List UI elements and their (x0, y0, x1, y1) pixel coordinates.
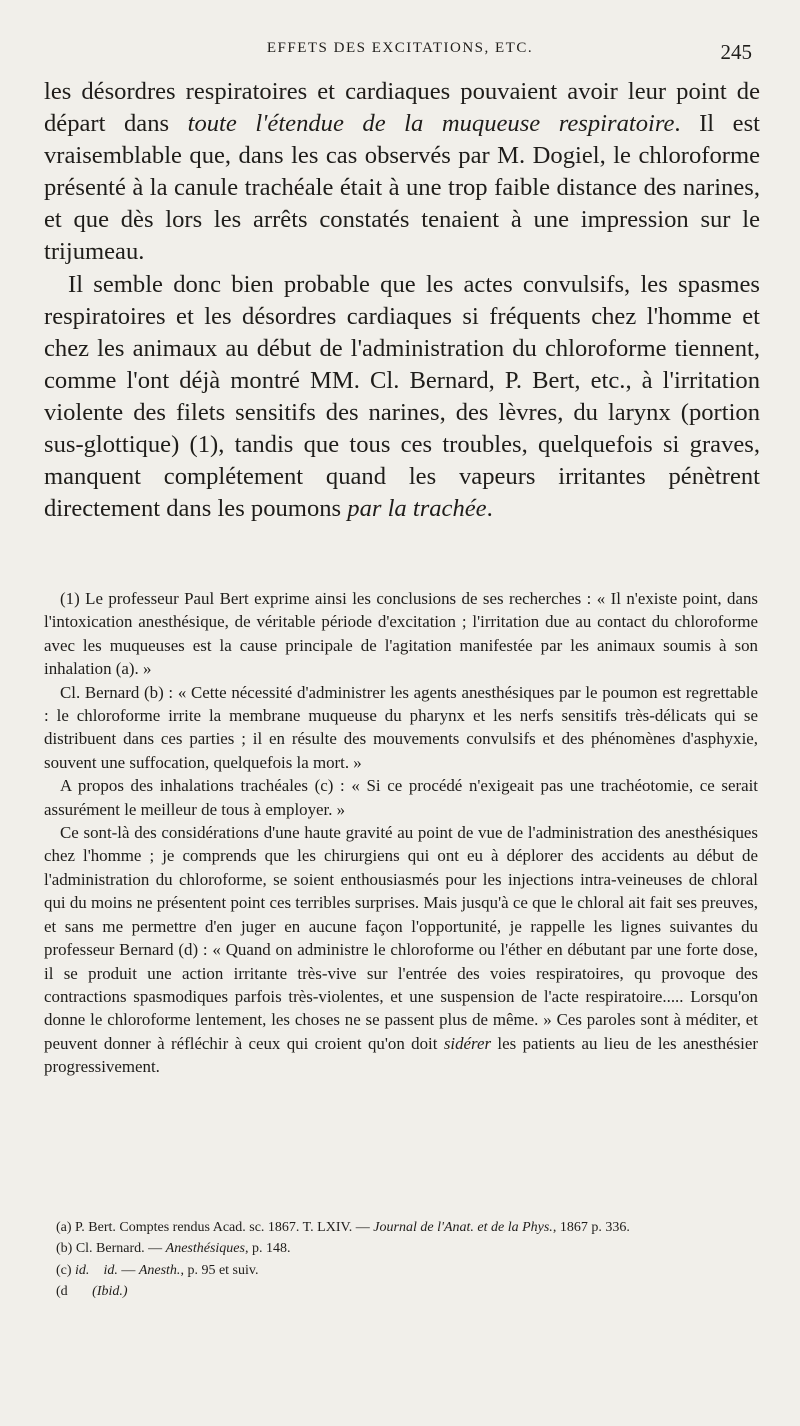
reference-c (56, 1260, 758, 1281)
footnote-1: (1) Le professeur Paul Bert exprime ainsi les conclusions de ses recherches : « Il n'existe point, dans l'intoxication anesthésique, de véritable période d'excitation ; l'irritation due au contact du chloroforme avec les muqueuses est la cause principale de l'agitation manifestée par les animaux soumis à son inhalation (a). » (44, 589, 758, 679)
text-run: (b) Cl. Bernard. — (56, 1241, 166, 1257)
text-run: . Il est vraisemblable que, dans les cas observés par M. Dogiel, le chloroforme présenté à la canule trachéale était à une trop faible distance des narines, et que dès lors les arrêts constatés tenaient à une impression sur le trijumeau. (44, 110, 760, 266)
journal-title: Journal de l'Anat. et de la Phys. (373, 1220, 553, 1235)
text-run: (d (56, 1284, 72, 1300)
text-run: , p. 95 et suiv. (180, 1262, 259, 1278)
reference-d (56, 1281, 758, 1302)
text-run: les patients au lieu de les anesthésier progressivement. (44, 1033, 759, 1077)
book-title: Anesth. (138, 1262, 181, 1278)
text-run: . (486, 495, 493, 523)
reference-a (56, 1217, 758, 1238)
paragraph-1 (44, 76, 760, 269)
footnote-quote-tracheal: A propos des inhalations trachéales (c) : « Si ce procédé n'exigeait pas une trachéotomie, ce serait assurément le meilleur de tous à employer. » (44, 776, 758, 819)
footnotes (44, 587, 758, 1079)
italic-text: par la trachée (347, 495, 487, 523)
paragraph-2 (44, 269, 760, 526)
text-run: Ce sont-là des considérations d'une haute gravité au point de vue de l'administration des anesthésiques chez l'homme ; je comprends que les chirurgiens qui ont eu à déplorer des accidents au début de l'administration du chloroforme, se soient enthousiasmés pour les injections intra-veineuses de chloral qui du moins ne présentent point ces terribles surprises. Mais jusqu'à ce que le chloral ait fait ses preuves, et sans me permettre d'en juger en aucune façon l'opportunité, je rappelle les lignes suivantes du professeur Bernard (d) : « Quand on administre le chloroforme ou l'éther en débutant par une forte dose, il se produit une action irritante très-vive sur l'entrée des voies respiratoires, qu provoque des contractions spasmodiques parfois très-violentes, et une suspension de l'acte respiratoire..... Lorsqu'on donne le chloroforme lentement, les choses ne se passent plus de même. » Ces paroles sont à méditer, et peuvent donner à réfléchir à ceux qui croient qu'on doit (44, 823, 758, 1053)
footnote-quote-bernard: Cl. Bernard (b) : « Cette nécessité d'administrer les agents anesthésiques par le poumon est regrettable : le chloroforme irrite la membrane muqueuse du pharynx et les nerfs sensitifs très-délicats qui se distribuent dans ces parties ; il en résulte des mouvements convulsifs et des phénomènes d'asphyxie, souvent une suffocation, quelquefois la mort. » (44, 682, 758, 772)
italic-text: toute l'étendue de la muqueuse respiratoire (187, 110, 675, 138)
running-head: EFFETS DES EXCITATIONS, ETC. (266, 40, 534, 56)
main-text (44, 76, 760, 525)
text-run: (c) (56, 1262, 76, 1278)
text-run: , p. 148. (244, 1241, 291, 1257)
italic-text: sidérer (443, 1033, 492, 1053)
references (56, 1217, 758, 1303)
ibid-text: (Ibid.) (92, 1284, 128, 1300)
book-title: Anesthésiques (165, 1241, 245, 1257)
text-run: les désordres respiratoires et cardiaques pouvaient avoir leur point de départ dans (44, 78, 760, 138)
footnote-commentary (44, 821, 758, 1078)
page-header (40, 36, 760, 70)
text-run: , 1867 p. 336. (552, 1220, 630, 1235)
text-run: — (117, 1262, 139, 1278)
text-run: (a) P. Bert. Comptes rendus Acad. sc. 1867. T. LXIV. — (56, 1220, 374, 1235)
text-run: Il semble donc bien probable que les actes convulsifs, les spasmes respiratoires et les désordres cardiaques si fréquents chez l'homme et chez les animaux au début de l'administration du chloroforme tiennent, comme l'ont déjà montré MM. Cl. Bernard, P. Bert, etc., à l'irritation violente des filets sensitifs des narines, des lèvres, du larynx (portion sus-glottique) (1), tandis que tous ces troubles, quelquefois si graves, manquent complétement quand les vapeurs irritantes pénètrent directement dans les poumons (44, 270, 760, 523)
page-number: 245 (720, 40, 752, 64)
ibid-text: id. (103, 1262, 118, 1278)
ibid-text: id. (75, 1262, 90, 1278)
reference-b (56, 1238, 758, 1259)
